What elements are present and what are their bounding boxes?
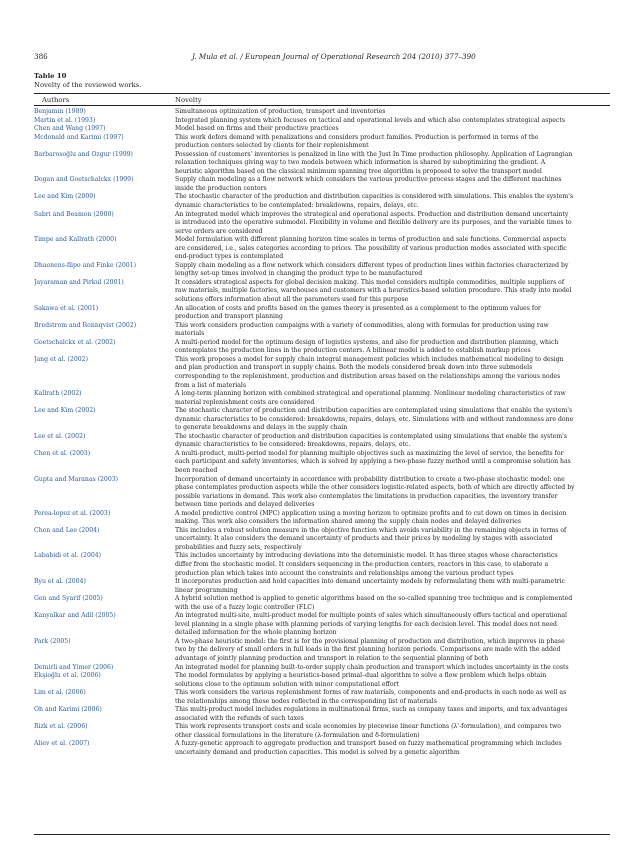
novelty-text-line: Integrated planning system which focuses on tactical and operational levels and which also contemplates strategical aspects	[175, 116, 565, 124]
table-bottom-rule	[34, 834, 610, 835]
page-number: 386	[34, 52, 48, 61]
novelty-cell	[175, 476, 610, 510]
novelty-text-line: corresponding to the replenishment, production and distribution areas based on the relationships among the various nodes	[175, 372, 561, 380]
novelty-text-line: the relationships among these nodes reflected in the corresponding list of materials	[175, 697, 437, 705]
author-citation-link[interactable]: Rizk et al. (2006)	[34, 723, 88, 731]
novelty-cell	[175, 117, 610, 126]
novelty-cell	[175, 552, 610, 578]
column-header-authors: Authors	[42, 96, 70, 104]
table-row	[34, 664, 610, 673]
novelty-cell	[175, 339, 610, 356]
table-row	[34, 108, 610, 117]
novelty-text-line: The stochastic character of the production and distribution capacities is considered with simulations. This enables the system's	[175, 193, 574, 201]
novelty-text-line: from a list of materials	[175, 381, 246, 389]
table-row	[34, 723, 610, 740]
novelty-cell	[175, 125, 610, 134]
novelty-cell	[175, 305, 610, 322]
novelty-cell	[175, 193, 610, 210]
novelty-cell	[175, 236, 610, 262]
author-citation-link[interactable]: Park (2005)	[34, 637, 71, 645]
novelty-cell	[175, 578, 610, 595]
novelty-text-line: level planning in a single phase with planning periods of varying lengths for each decision level. This model does not need	[175, 620, 557, 628]
table-row	[34, 407, 610, 433]
author-citation-link[interactable]: Mcdonald and Karimi (1997)	[34, 133, 124, 141]
novelty-text-line: heuristic algorithm based on the classical minimum spanning tree algorithm is proposed to solve the transport model	[175, 167, 542, 175]
author-citation-link[interactable]: Gen and Syarif (2005)	[34, 595, 103, 603]
novelty-cell	[175, 407, 610, 433]
novelty-text-line: This work defers demand with penalizations and considers product families. Production is performed in terms of the	[175, 133, 539, 141]
table-row	[34, 211, 610, 237]
novelty-text-line: A hybrid solution method is applied to genetic algorithms based on the so-called spanning tree technique and is complemented	[175, 595, 573, 603]
table-row	[34, 390, 610, 407]
novelty-text-line: two by the delivery of small orders in full loads in the first planning horizon periods. Comparisons are made with the added	[175, 646, 561, 654]
novelty-cell	[175, 390, 610, 407]
table-row	[34, 740, 610, 757]
novelty-cell	[175, 740, 610, 757]
novelty-cell	[175, 450, 610, 476]
novelty-cell	[175, 108, 610, 117]
author-citation-link[interactable]: Ekşioğlu et al. (2006)	[34, 672, 101, 680]
table-row	[34, 339, 610, 356]
table-row	[34, 305, 610, 322]
novelty-text-line: Supply chain modeling as a flow network which considers the various productive process stages and the different machines	[175, 176, 562, 184]
novelty-text-line: dynamic characteristics to be considered: breakdowns, repairs, delays, etc. Simulations with and without randomness are done	[175, 415, 574, 423]
novelty-text-line: linear programming	[175, 586, 238, 594]
novelty-text-line: advantage of jointly planning production and transport in relation to the sequential planning of both	[175, 655, 489, 662]
table-row	[34, 672, 610, 689]
author-citation-link[interactable]: Martin et al. (1993)	[34, 116, 96, 124]
novelty-text-line: uncertainty demand and production capacities. This model is solved by a genetic algorithm	[175, 749, 460, 757]
novelty-cell	[175, 723, 610, 740]
novelty-text-line: and plan production and transport in supply chains. Both the models considered break down into three submodels	[175, 364, 533, 372]
author-citation-link[interactable]: Jang et al. (2002)	[34, 355, 88, 363]
table-row	[34, 433, 610, 450]
table-row	[34, 552, 610, 578]
novelty-text-line: with the use of a fuzzy logic controller (FLC)	[175, 603, 315, 611]
novelty-cell	[175, 433, 610, 450]
novelty-cell	[175, 595, 610, 612]
novelty-text-line: This includes uncertainty by introducing deviations into the deterministic model. It has three stages whose characteristics	[175, 552, 558, 560]
author-citation-link[interactable]: Kanyalkar and Adil (2005)	[34, 612, 116, 620]
novelty-cell	[175, 612, 610, 638]
author-citation-link[interactable]: Oh and Karimi (2006)	[34, 706, 102, 714]
table-row	[34, 125, 610, 134]
novelty-text-line: end-product types is contemplated	[175, 253, 284, 261]
novelty-text-line: This multi-product model includes regulations in multinational firms, such as company taxes and imports, and tax advantages	[175, 706, 568, 714]
author-citation-link[interactable]: Ryu et al. (2004)	[34, 578, 86, 586]
author-citation-link[interactable]: Chen et al. (2003)	[34, 449, 91, 457]
table-row	[34, 612, 610, 638]
novelty-text-line: An allocation of costs and profits based on the games theory is presented as a complement to the optimum values for	[175, 304, 541, 312]
table-row	[34, 510, 610, 527]
author-citation-link[interactable]: Lababidi et al. (2004)	[34, 552, 102, 560]
novelty-text-line: are considered, i.e., sales categories according to prices. The possibility of various production modes associated with specific	[175, 244, 567, 252]
novelty-text-line: dynamic characteristics to be considered: breakdowns, repairs, delays, etc.	[175, 441, 411, 449]
table-header-rule	[34, 105, 610, 106]
author-citation-link[interactable]: Jayaraman and Pirkul (2001)	[34, 278, 124, 286]
novelty-text-line: contemplates the production lines in the production centers. A bilinear model is added to establish markup prices	[175, 347, 531, 355]
table-row	[34, 527, 610, 553]
novelty-text-line: to generate breakdowns and delays in the supply chain	[175, 424, 348, 432]
novelty-text-line: This work proposes a model for supply chain integral management policies which includes mathematical modeling to design	[175, 355, 564, 363]
author-citation-link[interactable]: Chen and Lee (2004)	[34, 526, 100, 534]
novelty-text-line: An integrated model which improves the strategical and operational aspects. Production and distribution demand uncertainty	[175, 210, 569, 218]
novelty-text-line: Model based on firms and their productive practices	[175, 125, 339, 133]
novelty-cell	[175, 262, 610, 279]
novelty-cell	[175, 664, 610, 673]
author-citation-link[interactable]: Demirli and Yimer (2006)	[34, 663, 114, 671]
novelty-text-line: An integrated model for planning built-to-order supply chain production and transport which includes uncertainty in the costs	[175, 663, 569, 671]
novelty-text-line: probabilities and fuzzy sets, respectively	[175, 543, 302, 551]
novelty-text-line: The stochastic character of production and distribution capacities is contemplated using simulations that enable the system's	[175, 432, 568, 440]
table-row	[34, 279, 610, 305]
novelty-cell	[175, 356, 610, 390]
table-row	[34, 134, 610, 151]
novelty-text-line: making. This work also considers the information shared among the supply chain nodes and delayed deliveries	[175, 518, 522, 526]
novelty-cell	[175, 176, 610, 193]
table-row	[34, 476, 610, 510]
table-row	[34, 117, 610, 126]
novelty-cell	[175, 211, 610, 237]
table-row	[34, 595, 610, 612]
novelty-cell	[175, 706, 610, 723]
author-citation-link[interactable]: Timpe and Kallrath (2000)	[34, 236, 117, 244]
author-citation-link[interactable]: Perea-lopez et al. (2003)	[34, 509, 111, 517]
novelty-text-line: Incorporation of demand uncertainty in accordance with probability distribution to create a two-phase stochastic model: one	[175, 475, 565, 483]
author-citation-link[interactable]: Benjamin (1989)	[34, 108, 86, 115]
table-row	[34, 356, 610, 390]
table-row	[34, 322, 610, 339]
author-citation-link[interactable]: Dhaenens-flipo and Finke (2001)	[34, 261, 136, 269]
table-row	[34, 450, 610, 476]
novelty-text-line: solutions close to the optimum solution with minor computational effort	[175, 680, 399, 688]
novelty-text-line: relaxation techniques giving way to two models between which information is shared by suboptimizing the gradient. A	[175, 159, 546, 167]
novelty-text-line: each participant and safety inventories, which is solved by applying a two-phase fuzzy method until a compromise solution has	[175, 458, 571, 466]
novelty-text-line: production plan which takes into account the constraints and relationships among the various product types	[175, 569, 514, 577]
novelty-text-line: A multi-period model for the optimum design of logistics systems, and also for production and distribution planning, which	[175, 338, 559, 346]
novelty-text-line: A model predictive control (MPC) application using a moving horizon to optimize profits and to cut down on times in decision	[175, 509, 567, 517]
author-citation-link[interactable]: Goetschalckx et al. (2002)	[34, 338, 116, 346]
author-citation-link[interactable]: Lee et al. (2002)	[34, 432, 86, 440]
table-label: Table 10	[34, 72, 67, 80]
novelty-text-line: material replenishment costs are considered	[175, 398, 315, 406]
novelty-cell	[175, 151, 610, 177]
novelty-text-line: The stochastic character of production and distribution capacities are contemplated using simulations that enable the system's	[175, 407, 573, 415]
novelty-text-line: This includes a robust solution measure in the objective function which avoids variability in the remaining objects in terms of	[175, 526, 567, 534]
novelty-text-line: An integrated multi-site, multi-product model for multiple points of sales which simultaneously offers tactical and operational	[175, 612, 567, 620]
novelty-text-line: A two-phase heuristic model: the first is for the provisional planning of production and distribution, which improves in phase	[175, 637, 565, 645]
table-row	[34, 176, 610, 193]
column-header-novelty: Novelty	[175, 96, 202, 104]
author-citation-link[interactable]: Lee and Kim (2000)	[34, 193, 96, 201]
author-citation-link[interactable]: Aliev et al. (2007)	[34, 740, 90, 748]
table-row	[34, 193, 610, 210]
novelty-text-line: been reached	[175, 466, 218, 474]
author-citation-link[interactable]: Lee and Kim (2002)	[34, 407, 96, 415]
novelty-cell	[175, 638, 610, 664]
novelty-text-line: solutions offers information about all the parameters used for this purpose	[175, 296, 409, 304]
table-row	[34, 706, 610, 723]
novelty-text-line: lengthy set-up times involved in changing the product type to be manufactured	[175, 270, 423, 278]
author-citation-link[interactable]: Sakawa et al. (2001)	[34, 304, 99, 312]
novelty-cell	[175, 672, 610, 689]
novelty-text-line: associated with the refunds of such taxes	[175, 714, 304, 722]
novelty-text-line: A fuzzy-genetic approach to aggregate production and transport based on fuzzy mathematical programming which includes	[175, 740, 562, 748]
novelty-text-line: This work considers the various replenishment forms of raw materials, components and end-products in each node as well as	[175, 689, 567, 697]
novelty-cell	[175, 689, 610, 706]
novelty-text-line: A long-term planning horizon with combined strategical and operational planning. Nonlinear modeling characteristics of raw	[175, 390, 566, 398]
novelty-text-line: serve orders are considered	[175, 227, 263, 235]
author-citation-link[interactable]: Lim et al. (2006)	[34, 689, 86, 697]
author-citation-link[interactable]: Sabri and Beamon (2000)	[34, 210, 114, 218]
novelty-text-line: differ from the stochastic model. It considers sequencing in the production centers, reactors in this case, to elaborate a	[175, 560, 549, 568]
novelty-text-line: This work represents transport costs and scale economies by piecewise linear functions (λ'-formulation), and compares two	[175, 723, 561, 731]
table-row	[34, 578, 610, 595]
novelty-text-line: A multi-product, multi-period model for planning multiple objectives such as maximizing the level of service, the benefits for	[175, 449, 564, 457]
novelty-cell	[175, 322, 610, 339]
table-row	[34, 689, 610, 706]
author-citation-link[interactable]: Dogan and Goetschalckx (1999)	[34, 176, 134, 184]
novelty-text-line: production centers selected by clients for their replenishment	[175, 142, 369, 150]
author-citation-link[interactable]: Bredstrom and Ronnqvist (2002)	[34, 321, 137, 329]
table-body	[34, 108, 610, 758]
novelty-text-line: production and transport planning	[175, 313, 283, 321]
table-row	[34, 236, 610, 262]
table-top-rule	[34, 93, 610, 94]
novelty-text-line: detailed information for the whole planning horizon	[175, 629, 337, 637]
novelty-text-line: It considers strategical aspects for global decision making. This model considers multiple commodities, multiple suppliers of	[175, 278, 565, 286]
novelty-text-line: phase contemplates production aspects while the other considers logistic-related aspects, both of which are directly affected by	[175, 484, 575, 492]
table-row	[34, 638, 610, 664]
novelty-text-line: raw materials, multiple factories, warehouses and customers with a heuristics-based solution procedure. This study into model	[175, 287, 572, 295]
novelty-text-line: is introduced into the operative submodel. Flexibility in volume and flexible delivery are its purposes, and the variable times to	[175, 219, 572, 227]
novelty-text-line: inside the production centers	[175, 184, 267, 192]
novelty-cell	[175, 134, 610, 151]
novelty-text-line: other classical formulations in the literature (λ-formulation and δ-formulation)	[175, 731, 420, 739]
novelty-text-line: Possession of customers' inventories is penalized in line with the Just In Time production philosophy. Application of Lagrangian	[175, 150, 573, 158]
author-citation-link[interactable]: Kallrath (2002)	[34, 390, 82, 398]
novelty-cell	[175, 527, 610, 553]
author-citation-link[interactable]: Chen and Wang (1997)	[34, 125, 106, 133]
table-caption: Novelty of the reviewed works.	[34, 81, 142, 89]
running-head	[34, 52, 610, 64]
novelty-cell	[175, 279, 610, 305]
novelty-text-line: The model formulates by applying a heuristics-based primal–dual algorithm to solve a flow problem which helps obtain	[175, 672, 547, 680]
novelty-text-line: dynamic characteristics to be contemplated: breakdowns, repairs, delays, etc.	[175, 202, 419, 210]
novelty-cell	[175, 510, 610, 527]
author-citation-link[interactable]: Barbarosoğlu and Ozgur (1999)	[34, 150, 133, 158]
novelty-text-line: uncertainty. It also considers the demand uncertainty of products and their prices by modeling by stages with associated	[175, 535, 553, 543]
novelty-text-line: It incorporates production and hold capacities into demand uncertainty models by reformulating them with multi-parametric	[175, 578, 565, 586]
novelty-text-line: Supply chain modeling as a flow network which considers different types of production lines within factories characterized by	[175, 261, 569, 269]
novelty-text-line: materials	[175, 330, 205, 338]
author-citation-link[interactable]: Gupta and Maranas (2003)	[34, 475, 119, 483]
journal-reference: J. Mula et al. / European Journal of Operational Research 204 (2010) 377–390	[192, 52, 476, 61]
novelty-text-line: Simultaneous optimization of production, transport and inventories	[175, 108, 386, 115]
table-row	[34, 262, 610, 279]
novelty-text-line: This work considers production campaigns with a variety of commodities, along with formulas for production using raw	[175, 321, 549, 329]
table-row	[34, 151, 610, 177]
novelty-text-line: between time periods and delayed deliveries	[175, 501, 315, 509]
novelty-text-line: possible variations in demand. This work also contemplates the limitations in production capacities, the inventory transfer	[175, 492, 558, 500]
novelty-text-line: Model formulation with different planning horizon time scales in terms of production and sale functions. Commercial aspects	[175, 236, 567, 244]
